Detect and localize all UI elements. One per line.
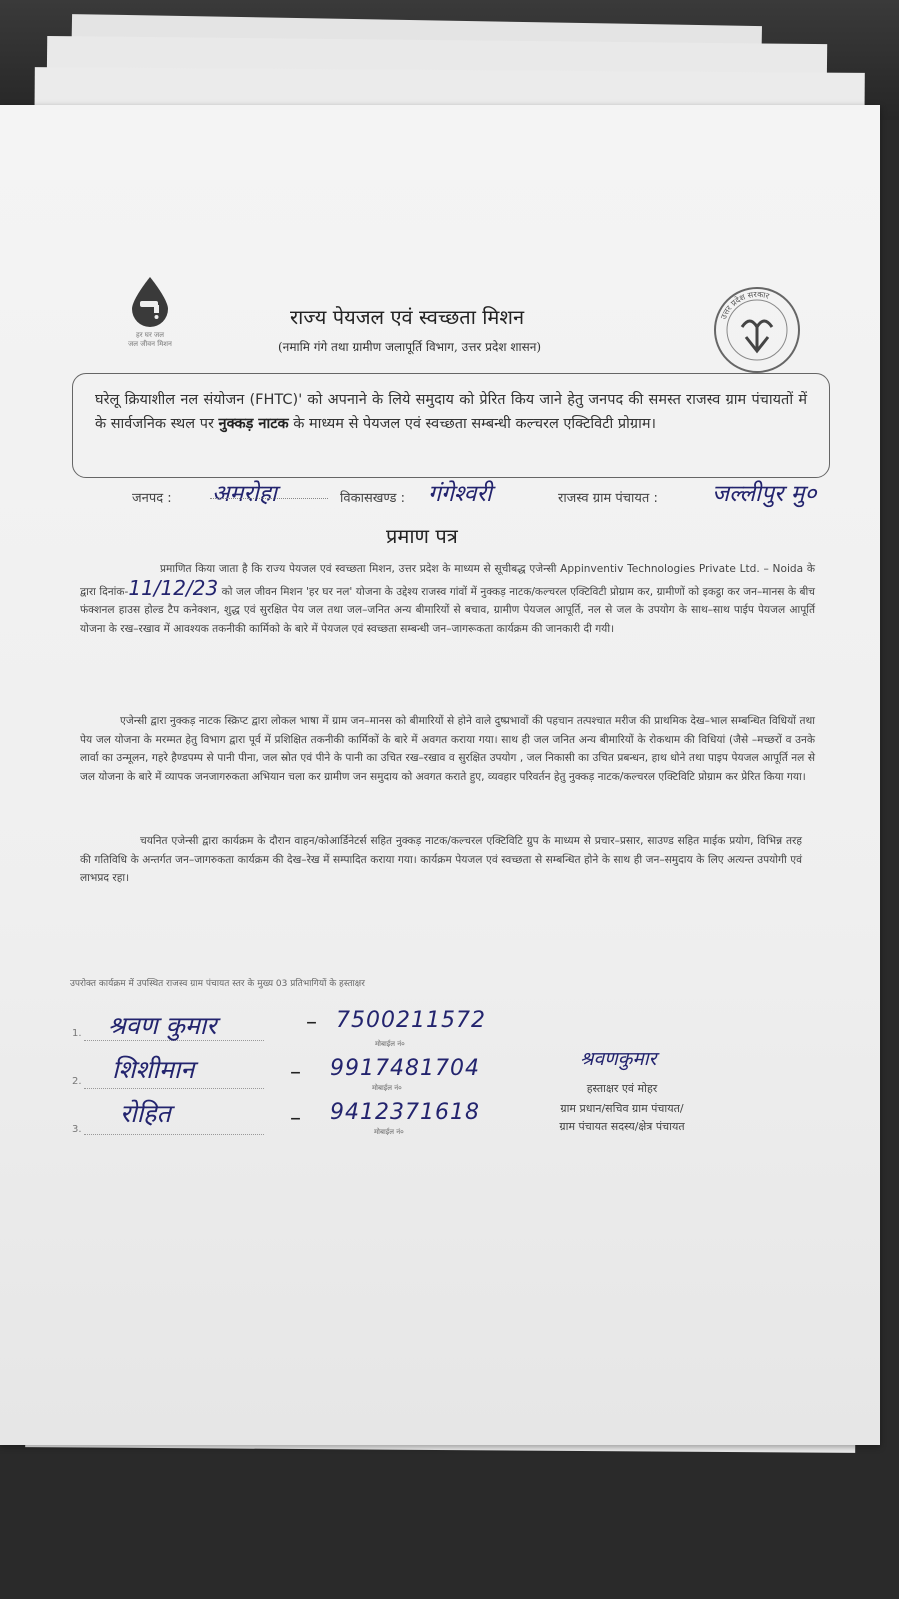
water-drop-icon: [128, 275, 172, 327]
signatory-name: शिशीमान: [112, 1055, 195, 1084]
logo-caption-1: हर घर जल: [136, 331, 164, 339]
signatories-intro: उपरोक्त कार्यक्रम में उपस्थित राजस्व ग्राम पंचायत स्तर के मुख्य 03 प्रतिभागियों के हस्ताक्षर: [70, 979, 365, 989]
signature-line: [84, 1134, 264, 1135]
svg-text:उत्तर प्रदेश सरकार: [719, 290, 771, 321]
programme-text: घरेलू क्रियाशील नल संयोजन (FHTC)' को अपनाने के लिये समुदाय को प्रेरित किय जाने हेतु जनपद की समस्त राजस्व ग्राम पंचायतों में के सार्वजनिक स्थल पर: [95, 392, 807, 432]
mobile-label: मोबाईल नं०: [372, 1084, 402, 1092]
signatory-phone: 9917481704: [330, 1056, 480, 1081]
signatory-number: 1.: [72, 1028, 82, 1039]
separator-dash: –: [290, 1106, 301, 1131]
programme-description-box: [72, 373, 830, 478]
location-fields: [132, 480, 872, 520]
state-seal-icon: [712, 285, 802, 375]
mission-title: राज्य पेयजल एवं स्वच्छता मिशन: [290, 305, 525, 329]
authority-designation-1: ग्राम प्रधान/सचिव ग्राम पंचायत/: [560, 1102, 684, 1115]
certificate-title: प्रमाण पत्र: [386, 524, 458, 548]
up-government-emblem: [712, 285, 802, 375]
panchayat-value: जल्लीपुर मु०: [712, 481, 817, 507]
signatory-name: रोहित: [120, 1099, 171, 1128]
logo-caption-2: जल जीवन मिशन: [128, 340, 172, 348]
har-ghar-jal-logo: [110, 275, 190, 349]
district-value: अमरोहा: [212, 481, 277, 507]
paragraph-1: [80, 560, 815, 638]
mission-subtitle: (नमामि गंगे तथा ग्रामीण जलापूर्ति विभाग, उत्तर प्रदेश शासन): [278, 340, 542, 354]
signatory-phone: 9412371618: [330, 1100, 480, 1125]
programme-date: 11/12/23: [128, 575, 219, 600]
separator-dash: –: [290, 1060, 301, 1085]
district-dotted-line: [210, 498, 328, 499]
signature-line: [84, 1088, 264, 1089]
paragraph-2: एजेन्सी द्वारा नुक्कड़ नाटक स्क्रिप्ट द्वारा लोकल भाषा में ग्राम जन–मानस को बीमारियों से होने वाले दुष्प्रभावों की पहचान तत्पश्चात मरीज की प्राथमिक देख–भाल सम्बन्धित विधियों तथा पेय जल योजना के मरम्मत हेतु विभाग द्वारा पूर्व में प्रशिक्षित तकनीकी कार्मिकों के बारे में अवगत कराया गया। साथ ही जल जनित अन्य बीमारियों के रोकथाम की विधियां (जैसे –मच्छरों व उनके लार्वा का उन्मूलन, गहरे हैण्डपम्प से पानी पीना, जल स्रोत एवं पीने के पानी का उचित रख–रखाव व सुरक्षित उपयोग , जल निकासी का उचित प्रबन्धन, हाथ धोने तथा पाइप पेयजल आपूर्ति नल से जल योजना के बारे में व्यापक जनजागरुकता अभियान चला कर ग्रामीण जन समुदाय को अवगत कराते हुए, व्यवहार परिवर्तन हेतु नुक्कड़ नाटक/कल्चरल एक्टिविटि प्रोग्राम कर प्रेरित किया गया।: [80, 715, 815, 783]
programme-text-end: के माध्यम से पेयजल एवं स्वच्छता सम्बन्धी कल्चरल एक्टिविटी प्रोग्राम।: [288, 416, 656, 432]
mobile-label: मोबाईल नं०: [374, 1128, 404, 1136]
paragraph-1-end: को जल जीवन मिशन 'हर घर नल' योजना के उद्देश्य राजस्व गांवों में नुक्कड़ नाटक/कल्चरल एक्टिविटी प्रोग्राम कर, ग्रामीणों को इकट्ठा कर जन–मानस के बीच फंक्शनल हाउस होल्ड टैप कनेक्शन, शुद्ध एवं सुरक्षित पेय जल तथा जल–जनित अन्य बीमारियों से बचाव, ग्रामीण पेयजल आपूर्ति, नल से जल के उपयोग के साथ–साथ पाईप पेयजल आपूर्ति योजना के रख–रखाव में आवश्यक तकनीकी कार्मिको के बारे में पेयजल एवं स्वच्छता सम्बन्धी जन–जागरूकता कार्यक्रम की जानकारी दी गयी।: [80, 585, 816, 635]
panchayat-label: राजस्व ग्राम पंचायत :: [558, 491, 658, 506]
signatory-name: श्रवण कुमार: [108, 1011, 217, 1040]
paragraph-3: चयनित एजेन्सी द्वारा कार्यक्रम के दौरान वाहन/कोआर्डिनेटर्स सहित नुक्कड़ नाटक/कल्चरल एक्टिविटि ग्रुप के माध्यम से प्रचार–प्रसार, साउण्ड सहित माईक प्रयोग, विभिन्न तरह की गतिविधि के अन्तर्गत जन–जागरुकता कार्यक्रम की देख–रेख में सम्पादित कराया गया। कार्यक्रम पेयजल एवं स्वच्छता से सम्बन्धित होने के साथ ही जन–समुदाय के लिए अत्यन्त उपयोगी एवं लाभप्रद रहा।: [80, 835, 802, 884]
paragraph-1-start: प्रमाणित किया जाता है कि राज्य पेयजल एवं स्वच्छता मिशन, उत्तर प्रदेश के माध्यम से सूचीबद्ध एजेन्सी Appinventiv Technologies Private Ltd. – Noida के द्वारा दिनांक-: [80, 563, 815, 598]
mobile-label: मोबाईल नं०: [375, 1040, 405, 1048]
signatory-number: 2.: [72, 1076, 82, 1087]
district-label: जनपद :: [132, 491, 172, 506]
block-value: गंगेश्वरी: [428, 481, 492, 507]
authority-signature: श्रवणकुमार: [580, 1048, 657, 1070]
emblem-text: उत्तर प्रदेश सरकार: [719, 289, 771, 321]
signatory-number: 3.: [72, 1124, 82, 1135]
programme-text-bold: नुक्कड़ नाटक: [218, 416, 289, 432]
authority-designation-2: ग्राम पंचायत सदस्य/क्षेत्र पंचायत: [559, 1120, 685, 1133]
signatory-phone: 7500211572: [336, 1008, 486, 1033]
block-label: विकासखण्ड :: [340, 491, 406, 506]
separator-dash: –: [306, 1010, 317, 1035]
authority-caption: हस्ताक्षर एवं मोहर: [586, 1082, 658, 1095]
